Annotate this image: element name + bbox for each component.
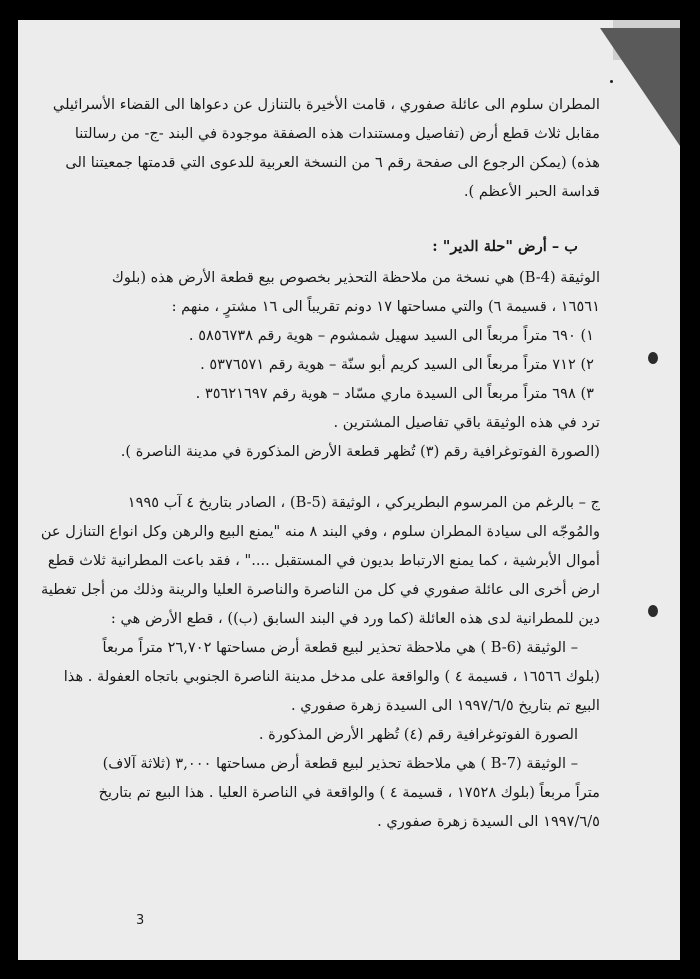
text-line: ١٦٥٦١ ، قسيمة ٦) والتي مساحتها ١٧ دونم تقريباً الى ١٦ مشترٍ ، منهم : [171,298,600,315]
section-c [40,488,600,836]
list-item: – الوثيقة (B-7 ) هي ملاحظة تحذير لبيع قطعة أرض مساحتها ٣,٠٠٠ (ثلاثة آلاف) [102,755,578,772]
text-line: متراً مربعاً (بلوك ١٧٥٢٨ ، قسيمة ٤ ) والواقعة في الناصرة العليا . هذا البيع تم بتاريخ [98,784,600,801]
intro-paragraph [52,90,600,206]
punch-hole [648,352,658,364]
list-item: ٣) ٦٩٨ متراً مربعاً الى السيدة ماري مسّاد – هوية رقم ٣٥٦٢١٦٩٧ . [195,385,594,402]
list-item: ١) ٦٩٠ متراً مربعاً الى السيد سهيل شمشوم – هوية رقم ٥٨٥٦٧٣٨ . [188,327,594,344]
text-line: قداسة الحبر الأعظم ). [463,183,600,200]
text-line: (بلوك ١٦٥٦٦ ، قسيمة ٤ ) والواقعة على مدخل مدينة الناصرة الجنوبي باتجاه العفولة . هذا [63,668,600,685]
text-line: مقابل ثلاث قطع أرض (تفاصيل ومستندات هذه الصفقة موجودة في البند -ج- من رسالتنا [74,125,600,142]
text-line: الوثيقة (B-4) هي نسخة من ملاحظة التحذير بخصوص بيع قطعة الأرض هذه (بلوك [111,269,600,286]
section-b [102,232,600,466]
punch-hole [648,605,658,617]
text-line: أموال الأبرشية ، كما يمنع الارتباط بديون في المستقبل ...." ، فقد باعت المطرانية ثلاث قطع [47,552,600,569]
text-line: والمُوجّه الى سيادة المطران سلوم ، وفي البند ٨ منه "يمنع البيع والرهن وكل انواع التنازل عن [40,523,600,540]
text-line: ١٩٩٧/٦/٥ الى السيدة زهرة صفوري . [377,813,600,830]
text-line: ارض أخرى الى عائلة صفوري في كل من الناصرة والناصرة العليا والرينة وذلك من أجل تغطية [41,581,600,598]
text-line: (الصورة الفوتوغرافية رقم (٣) تُظهر قطعة الأرض المذكورة في مدينة الناصرة ). [120,443,600,460]
text-line: الصورة الفوتوغرافية رقم (٤) تُظهر الأرض المذكورة . [258,726,578,743]
text-line: ترد في هذه الوثيقة باقي تفاصيل المشترين . [333,414,600,431]
text-line: ج – بالرغم من المرسوم البطريركي ، الوثيقة (B-5) ، الصادر بتاريخ ٤ آب ١٩٩٥ [127,494,600,511]
text-line: هذه) (يمكن الرجوع الى صفحة رقم ٦ من النسخة العربية للدعوى التي قدمتها جمعيتنا الى [65,154,600,171]
text-line: المطران سلوم الى عائلة صفوري ، قامت الأخيرة بالتنازل عن دعواها الى القضاء الأسرائيلي [52,96,600,113]
list-item: ٢) ٧١٢ متراً مربعاً الى السيد كريم أبو سنّة – هوية رقم ٥٣٧٦٥٧١ . [200,356,594,373]
section-b-heading: ب – أرض "حلة الدير" : [432,238,578,255]
list-item: – الوثيقة (B-6 ) هي ملاحظة تحذير لبيع قطعة أرض مساحتها ٢٦,٧٠٢ متراً مربعاً [102,639,578,656]
folded-corner [600,28,680,146]
text-line: دين للمطرانية لدى هذه العائلة (كما ورد في البند السابق (ب)) ، قطع الأرض هي : [110,610,600,627]
speck-mark [610,80,613,83]
document-page [18,20,680,960]
page-number: 3 [136,913,145,928]
text-line: البيع تم بتاريخ ١٩٩٧/٦/٥ الى السيدة زهرة صفوري . [290,697,600,714]
